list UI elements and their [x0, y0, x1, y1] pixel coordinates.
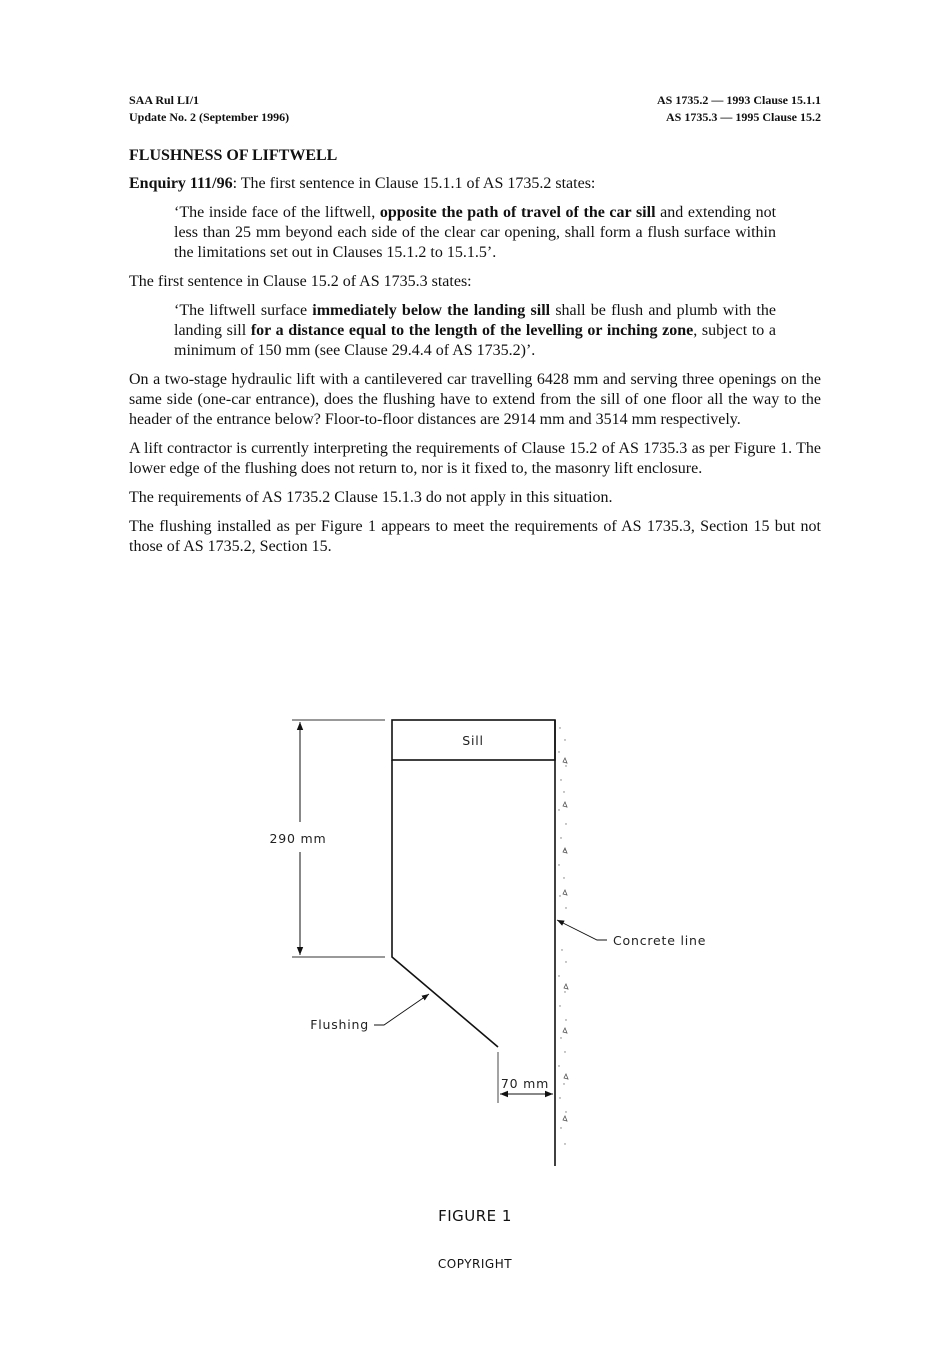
header-standard-2: AS 1735.3 — 1995 Clause 15.2	[665, 110, 821, 124]
quote2-bold-2: for a distance equal to the length of the levelling or inching zone	[250, 322, 694, 339]
concrete-hatch	[558, 727, 568, 1144]
quote2-bold-1: immediately below the landing sill	[312, 302, 551, 319]
body-paragraph: A lift contractor is currently interpreting the requirements of Clause 15.2 of AS 1735.3 as per Figure 1. The lower edge of the flushing does not return to, nor is it fixed to, the masonry lift enclosure.	[129, 440, 821, 477]
quote2-text-2: shall be flush and plumb with the landing sill	[174, 302, 776, 339]
figure-caption: FIGURE 1	[438, 1207, 512, 1225]
page-title: FLUSHNESS OF LIFTWELL	[129, 147, 338, 164]
flushing-label: Flushing	[310, 1017, 369, 1032]
quote1-text-2: and extending not less than 25 mm beyond each side of the clear car opening, shall form a flush surface within the limitations set out in Clauses 15.1.2 to 15.1.5’.	[174, 204, 777, 261]
header-update: Update No. 2 (September 1996)	[129, 110, 290, 124]
body-paragraph: On a two-stage hydraulic lift with a cantilevered car travelling 6428 mm and serving three openings on the same side (one-car entrance), does the flushing have to extend from the sill of one floor all the way to the header of the entrance below? Floor-to-floor distances are 2914 mm and 3514 mm respectively.	[129, 371, 821, 428]
quote1-bold-1: opposite the path of travel of the car sill	[379, 204, 656, 221]
copyright-footer: COPYRIGHT	[437, 1257, 513, 1271]
intro-paragraph-2: The first sentence in Clause 15.2 of AS 1735.3 states:	[129, 273, 472, 290]
quote2-text-3: , subject to a minimum of 150 mm (see Clause 29.4.4 of AS 1735.2)’.	[174, 322, 777, 359]
concrete-line-label: Concrete line	[613, 933, 707, 948]
main-content	[129, 146, 821, 566]
enquiry-label: Enquiry 111/96	[129, 175, 233, 192]
quote1-text-1: ‘The inside face of the liftwell,	[174, 204, 380, 221]
concrete-leader	[557, 920, 607, 940]
figure-1-diagram	[0, 700, 950, 1180]
quote2-text-1: ‘The liftwell surface	[174, 302, 313, 319]
header-right	[657, 92, 821, 126]
body-paragraph: The flushing installed as per Figure 1 appears to meet the requirements of AS 1735.3, Section 15 but not those of AS 1735.2, Section 15.	[129, 518, 821, 555]
quote-as1735-3	[174, 301, 776, 361]
sill-label: Sill	[462, 733, 484, 748]
quote-as1735-2	[174, 203, 776, 263]
flushing-profile	[392, 760, 498, 1047]
header-left	[129, 92, 289, 126]
enquiry-text: : The first sentence in Clause 15.1.1 of AS 1735.2 states:	[232, 175, 596, 192]
gap-dimension-label: 70 mm	[500, 1076, 550, 1091]
header-rule-ref: SAA Rul LI/1	[129, 93, 200, 107]
height-dimension-label: 290 mm	[269, 831, 327, 846]
body-paragraph: The requirements of AS 1735.2 Clause 15.1.3 do not apply in this situation.	[129, 489, 613, 506]
enquiry-paragraph	[129, 174, 821, 194]
header-standard-1: AS 1735.2 — 1993 Clause 15.1.1	[656, 93, 821, 107]
flushing-leader	[374, 994, 429, 1025]
